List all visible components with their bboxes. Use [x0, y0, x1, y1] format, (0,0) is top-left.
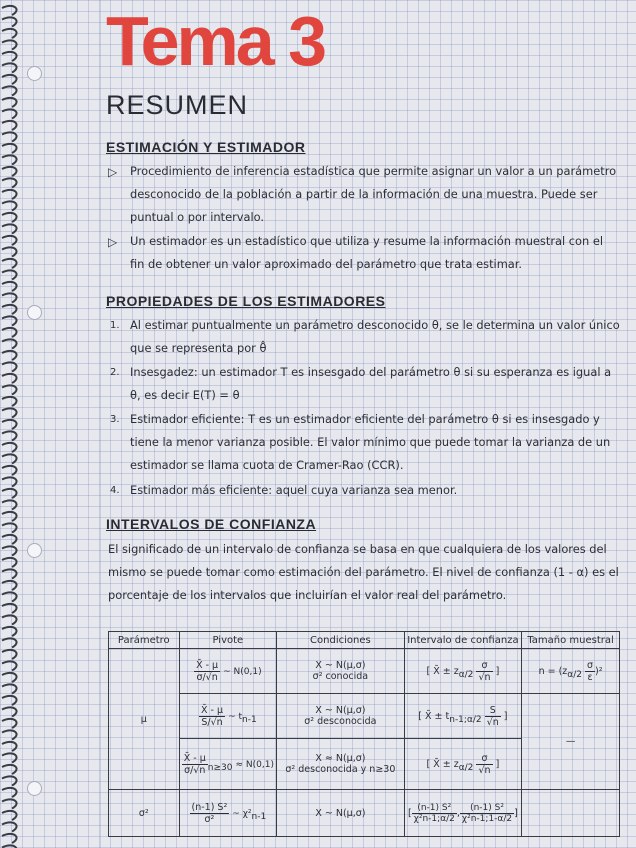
table-header: Condiciones [277, 632, 405, 649]
sample-size-cell: — [522, 694, 620, 790]
spiral-coil [2, 224, 17, 233]
spiral-coil [2, 523, 17, 532]
item-number: 4. [110, 485, 120, 496]
propiedad-item: Estimador eficiente: T es un estimador eficiente del parámetro θ si es insesgado y tiene la menor varianza posible. El valor mínimo que puede tomar la varianza de un estimador se llama cuota de Cramer-Rao (CCR). [130, 412, 611, 472]
table-header: Parámetro [109, 632, 180, 649]
spiral-coil [2, 753, 17, 762]
spiral-coil [2, 719, 17, 728]
spiral-coil [2, 684, 17, 693]
spiral-coil [2, 132, 17, 141]
spiral-coil [2, 397, 17, 406]
spiral-coil [2, 247, 17, 256]
spiral-coil [2, 362, 17, 371]
section-heading-estimacion: ESTIMACIÓN Y ESTIMADOR [106, 139, 306, 155]
sample-size-cell: $n = (z_{\alpha/2}$ $\frac{\sigma}{\varepsilon}$ )² [522, 649, 620, 694]
section-heading-propiedades: PROPIEDADES DE LOS ESTIMADORES [106, 293, 386, 309]
page-title: Tema 3 [106, 2, 325, 80]
intervalos-text: El significado de un intervalo de confianza se basa en que cualquiera de los valores del mismo se puede tomar como estimación del parámetro. El nivel de confianza (1 - α) es el porcentaje de los intervalos que incluirían el valor real del parámetro. [108, 542, 619, 602]
param-cell: σ² [109, 790, 180, 837]
spiral-coil [2, 86, 17, 95]
conditions-cell: X ≈ N(μ,σ) σ² desconocida y n≥30 [277, 739, 405, 790]
spiral-coil [2, 408, 17, 417]
spiral-coil [2, 661, 17, 670]
spiral-coil [2, 339, 17, 348]
spiral-coil [2, 190, 17, 199]
table-row [109, 790, 620, 837]
spiral-coil [2, 236, 17, 245]
spiral-coil [2, 40, 17, 49]
spiral-coil [2, 650, 17, 659]
table-header-row [109, 632, 620, 649]
spiral-coil [2, 500, 17, 509]
pivot-cell: $\frac{X̄ - \mu}{\sigma/√n}$ ~ N(0,1) [179, 649, 277, 694]
spiral-coil [2, 63, 17, 72]
spiral-binding [0, 0, 24, 848]
spiral-coil [2, 259, 17, 268]
spiral-coil [2, 788, 17, 797]
interval-cell: [ X̄ ± $t_{n-1;\alpha/2}$ $\frac{S}{√n}$ ] [404, 694, 521, 739]
punch-hole [27, 305, 42, 320]
spiral-coil [2, 17, 17, 26]
spiral-coil [2, 765, 17, 774]
propiedad-item: Insesgadez: un estimador T es insesgado del parámetro θ si su esperanza es igual a θ, es decir E(T) = θ [130, 365, 612, 402]
table-header: Intervalo de confianza [404, 632, 521, 649]
spiral-coil [2, 696, 17, 705]
spiral-coil [2, 443, 17, 452]
spiral-coil [2, 316, 17, 325]
spiral-coil [2, 201, 17, 210]
spiral-coil [2, 155, 17, 164]
conditions-cell: X ~ N(μ,σ) σ² desconocida [277, 694, 405, 739]
spiral-coil [2, 477, 17, 486]
spiral-coil [2, 144, 17, 153]
table-row [109, 694, 620, 739]
spiral-coil [2, 546, 17, 555]
spiral-coil [2, 466, 17, 475]
spiral-coil [2, 615, 17, 624]
spiral-coil [2, 328, 17, 337]
spiral-coil [2, 351, 17, 360]
arrow-bullet-icon: ▷ [108, 235, 118, 249]
pivot-cell: $\frac{X̄ - \mu}{S/√n}$ ~ $t_{n-1}$ [179, 694, 277, 739]
spiral-coil [2, 29, 17, 38]
spiral-coil [2, 535, 17, 544]
spiral-coil [2, 742, 17, 751]
punch-hole [27, 543, 42, 558]
spiral-coil [2, 374, 17, 383]
spiral-coil [2, 673, 17, 682]
item-number: 1. [110, 320, 120, 331]
spiral-coil [2, 489, 17, 498]
spiral-coil [2, 420, 17, 429]
spiral-coil [2, 707, 17, 716]
spiral-coil [2, 558, 17, 567]
page-subtitle: RESUMEN [106, 90, 249, 120]
spiral-coil [2, 167, 17, 176]
spiral-coil [2, 282, 17, 291]
conditions-cell: X ~ N(μ,σ) [277, 790, 405, 837]
item-number: 3. [110, 414, 120, 425]
interval-cell: [ $\frac{\text{(n-1) S²}}{\text{χ²n-1;α/2}}$ , $\frac{\text{(n-1) S²}}{\text{χ²n-1;1-α/2}}$ ] [404, 790, 521, 837]
propiedad-item: Al estimar puntualmente un parámetro desconocido θ, se le determina un valor único que se representa por θ̂ [130, 318, 620, 355]
table-header: Pivote [179, 632, 277, 649]
spiral-coil [2, 799, 17, 808]
spiral-coil [2, 604, 17, 613]
punch-hole [27, 781, 42, 796]
arrow-bullet-icon: ▷ [108, 165, 118, 179]
spiral-coil [2, 512, 17, 521]
spiral-coil [2, 834, 17, 843]
margin-line [100, 0, 101, 848]
spiral-coil [2, 581, 17, 590]
conditions-cell: X ~ N(μ,σ) σ² conocida [277, 649, 405, 694]
spiral-coil [2, 6, 17, 15]
punch-hole [27, 66, 42, 81]
spiral-coil [2, 454, 17, 463]
pivot-cell: $\frac{\text{(n-1) S²}}{\text{σ²}}$ ~ $\chi^2_{n-1}$ [179, 790, 277, 837]
table-row [109, 649, 620, 694]
spiral-coil [2, 293, 17, 302]
table-header: Tamaño muestral [522, 632, 620, 649]
spiral-coil [2, 431, 17, 440]
spiral-coil [2, 109, 17, 118]
spiral-coil [2, 270, 17, 279]
spiral-coil [2, 305, 17, 314]
spiral-coil [2, 811, 17, 820]
param-cell: μ [109, 649, 180, 790]
spiral-coil [2, 52, 17, 61]
spiral-coil [2, 98, 17, 107]
spiral-coil [2, 592, 17, 601]
spiral-coil [2, 178, 17, 187]
spiral-coil [2, 730, 17, 739]
spiral-coil [2, 627, 17, 636]
propiedad-item: Estimador más eficiente: aquel cuya varianza sea menor. [130, 483, 458, 497]
spiral-coil [2, 638, 17, 647]
spiral-coil [2, 385, 17, 394]
section-heading-intervalos: INTERVALOS DE CONFIANZA [106, 516, 317, 532]
spiral-coil [2, 776, 17, 785]
estimacion-item: Un estimador es un estadístico que utiliza y resume la información muestral con el fin de obtener un valor aproximado del parámetro que trata estimar. [130, 234, 604, 271]
interval-cell: [ X̄ ± $z_{\alpha/2}$ $\frac{\sigma}{√n}$ ] [404, 649, 521, 694]
confidence-interval-table [108, 631, 620, 837]
estimacion-item: Procedimiento de inferencia estadística que permite asignar un valor a un parámetro desconocido de la población a partir de la información de una muestra. Puede ser puntual o por intervalo. [130, 164, 617, 224]
spiral-coil [2, 822, 17, 831]
pivot-cell: $\frac{X̄ - \mu}{\sigma/√n}$ $_{n\ge 30}$ ≈ N(0,1) [179, 739, 277, 790]
sample-size-cell [522, 790, 620, 837]
spiral-coil [2, 213, 17, 222]
item-number: 2. [110, 367, 120, 378]
spiral-coil [2, 569, 17, 578]
spiral-coil [2, 121, 17, 130]
spiral-coil [2, 75, 17, 84]
interval-cell: [ X̄ ± $z_{\alpha/2}$ $\frac{\sigma}{√n}$ ] [404, 739, 521, 790]
